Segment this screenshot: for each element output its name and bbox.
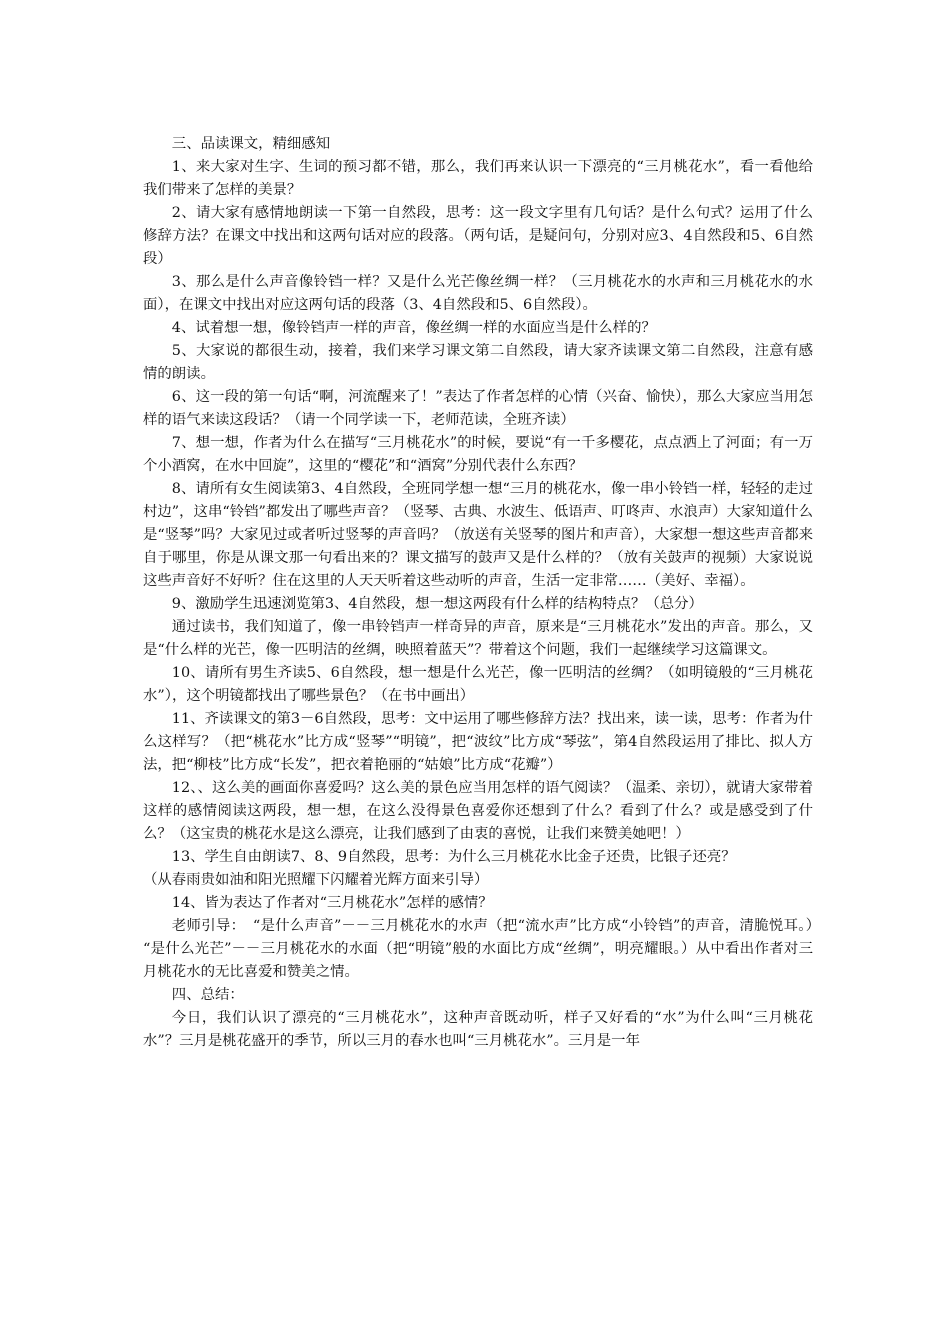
paragraph-9: 9、激励学生迅速浏览第3、4自然段，想一想这两段有什么样的结构特点？（总分） <box>171 596 703 612</box>
section-4-heading: 四、总结： <box>171 987 244 1003</box>
paragraph-3: 3、那么是什么声音像铃铛一样？又是什么光芒像丝绸一样？（三月桃花水的水声和三月桃花水的水面），在课文中找出对应这两句话的段落（3、4自然段和5、6自然段）。 <box>143 274 813 313</box>
paragraph-1: 1、来大家对生字、生词的预习都不错，那么，我们再来认识一下漂亮的“三月桃花水”，看一看他给我们带来了怎样的美景？ <box>143 159 813 198</box>
paragraph-10: 10、请所有男生齐读5、6自然段，想一想是什么光芒，像一匹明洁的丝绸？（如明镜般的“三月桃花水”），这个明镜都找出了哪些景色？（在书中画出） <box>143 665 813 704</box>
paragraph-6: 6、这一段的第一句话“啊，河流醒来了！”表达了作者怎样的心情（兴奋、愉快），那么大家应当用怎样的语气来读这段话？（请一个同学读一下，老师范读，全班齐读） <box>143 389 813 428</box>
section-3-heading: 三、品读课文，精细感知 <box>171 136 331 152</box>
paragraph-13-note: （从春雨贵如油和阳光照耀下闪耀着光辉方面来引导） <box>143 872 489 888</box>
paragraph-11: 11、齐读课文的第3－6自然段，思考：文中运用了哪些修辞方法？找出来，读一读，思考：作者为什么这样写？（把“桃花水”比方成“竖琴”“明镜”，把“波纹”比方成“琴弦”，第4自然段运用了排比、拟人方法，把“柳枝”比方成“长发”，把衣着艳丽的“姑娘”比方成“花瓣”） <box>143 711 813 773</box>
paragraph-transition: 通过读书，我们知道了，像一串铃铛声一样奇异的声音，原来是“三月桃花水”发出的声音。那么，又是“什么样的光芒，像一匹明洁的丝绸，映照着蓝天”？带着这个问题，我们一起继续学习这篇课文。 <box>143 619 813 658</box>
paragraph-2: 2、请大家有感情地朗读一下第一自然段，思考：这一段文字里有几句话？是什么句式？运用了什么修辞方法？在课文中找出和这两句话对应的段落。（两句话，是疑问句，分别对应3、4自然段和5、6自然段） <box>143 205 813 267</box>
paragraph-summary: 今日，我们认识了漂亮的“三月桃花水”，这种声音既动听，样子又好看的“水”为什么叫“三月桃花水”？三月是桃花盛开的季节，所以三月的春水也叫“三月桃花水”。三月是一年 <box>143 1010 813 1049</box>
paragraph-13: 13、学生自由朗读7、8、9自然段，思考：为什么三月桃花水比金子还贵，比银子还亮？ <box>171 849 736 865</box>
paragraph-8: 8、请所有女生阅读第3、4自然段，全班同学想一想“三月的桃花水，像一串小铃铛一样，轻轻的走过村边”，这串“铃铛”都发出了哪些声音？（竖琴、古典、水波生、低语声、叮咚声、水浪声）大家知道什么是“竖琴”吗？大家见过或者听过竖琴的声音吗？（放送有关竖琴的图片和声音），大家想一想这些声音都来自于哪里，你是从课文那一句看出来的？课文描写的鼓声又是什么样的？（放有关鼓声的视频）大家说说这些声音好不好听？住在这里的人天天听着这些动听的声音，生活一定非常……（美好、幸福）。 <box>143 481 813 589</box>
paragraph-4: 4、试着想一想，像铃铛声一样的声音，像丝绸一样的水面应当是什么样的？ <box>171 320 656 336</box>
paragraph-12: 12、、这么美的画面你喜爱吗？这么美的景色应当用怎样的语气阅读？（温柔、亲切），就请大家带着这样的感情阅读这两段，想一想，在这么没得景色喜爱你还想到了什么？看到了什么？或是感受到了什么？（这宝贵的桃花水是这么漂亮，让我们感到了由衷的喜悦，让我们来赞美她吧！） <box>143 780 813 842</box>
paragraph-teacher-guide: 老师引导： “是什么声音”－－三月桃花水的水声（把“流水声”比方成“小铃铛”的声音，清脆悦耳。） “是什么光芒”－－三月桃花水的水面（把“明镜”般的水面比方成“丝绸”，明亮耀眼。）从中看出作者对三月桃花水的无比喜爱和赞美之情。 <box>143 918 828 980</box>
paragraph-7: 7、想一想，作者为什么在描写“三月桃花水”的时候，要说“有一千多樱花，点点洒上了河面；有一万个小酒窝，在水中回旋”，这里的“樱花”和“酒窝”分别代表什么东西？ <box>143 435 813 474</box>
paragraph-5: 5、大家说的都很生动，接着，我们来学习课文第二自然段，请大家齐读课文第二自然段，注意有感情的朗读。 <box>143 343 813 382</box>
paragraph-14: 14、皆为表达了作者对“三月桃花水”怎样的感情？ <box>171 895 493 911</box>
document-page <box>143 133 828 1053</box>
